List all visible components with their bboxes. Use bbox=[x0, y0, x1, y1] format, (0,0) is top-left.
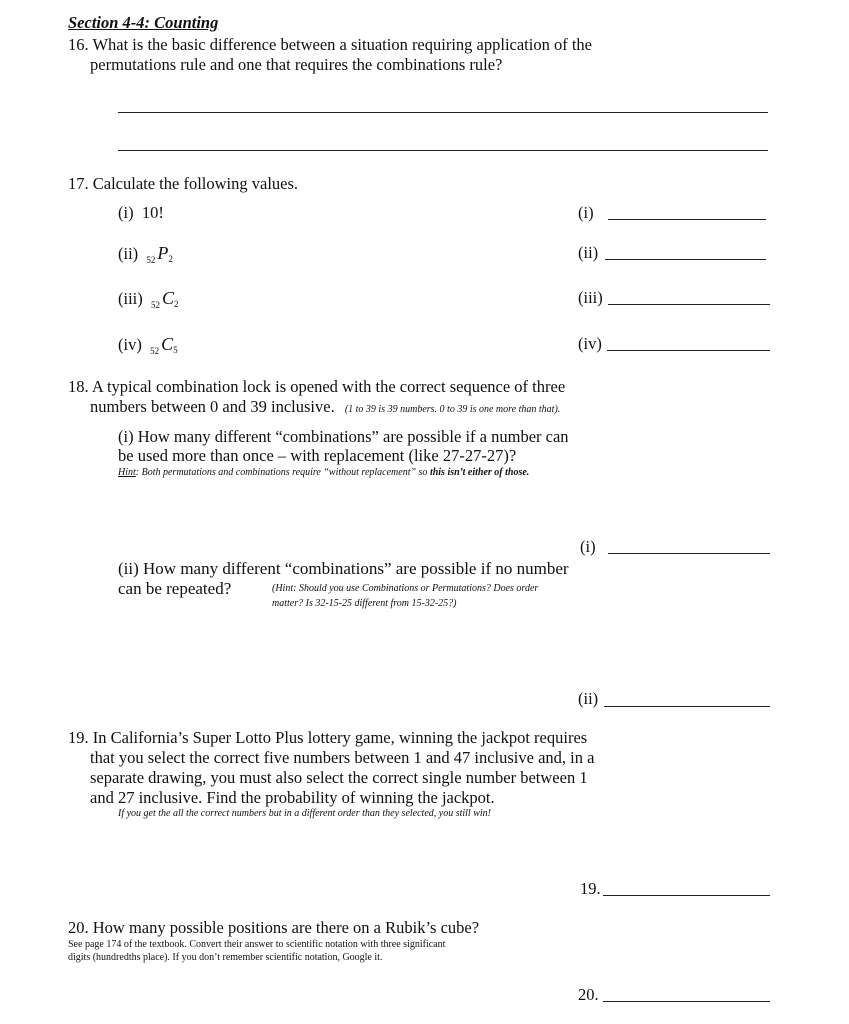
q17-item-i-label: (i) bbox=[118, 203, 134, 222]
q17-answer-ii-line[interactable] bbox=[605, 259, 766, 260]
q16-answer-line-1[interactable] bbox=[118, 112, 768, 113]
q18-answer-i-label: (i) bbox=[580, 537, 596, 556]
q18-i-hint-bold: this isn’t either of those. bbox=[429, 467, 530, 478]
q17-answer-ii-label: (ii) bbox=[578, 243, 599, 262]
q17-item-i bbox=[118, 203, 164, 223]
q16-text-2: permutations rule and one that requires the combinations rule? bbox=[90, 55, 503, 74]
q20-answer-line[interactable] bbox=[603, 1001, 770, 1002]
q17-item-iii-label: (iii) bbox=[118, 289, 143, 308]
q20-number: 20. bbox=[68, 918, 89, 937]
q18-i-hint bbox=[118, 465, 529, 480]
q18-number: 18. bbox=[68, 377, 89, 396]
q17-prompt-row bbox=[68, 174, 298, 194]
q19-answer-label: 19. bbox=[580, 879, 601, 898]
q19-note: If you get the all the correct numbers but in a different order than they selected, you still win! bbox=[118, 808, 491, 819]
q18-ii-hint-2: matter? Is 32-15-25 different from 15-32-25?) bbox=[272, 598, 457, 609]
q17-answer-i-label: (i) bbox=[578, 203, 594, 222]
q18-line1 bbox=[68, 377, 565, 397]
q17-answer-iv-line[interactable] bbox=[607, 350, 770, 351]
q17-item-iv-sub: 5 bbox=[173, 345, 178, 355]
q18-text-1: A typical combination lock is opened with the correct sequence of three bbox=[91, 377, 566, 396]
q18-i-text-2: be used more than once – with replacement (like 27-27-27)? bbox=[118, 446, 517, 465]
q17-answer-iii-line[interactable] bbox=[608, 304, 770, 305]
q16-line1 bbox=[68, 35, 592, 55]
q17-prompt: Calculate the following values. bbox=[92, 174, 299, 193]
q17-item-ii bbox=[118, 243, 173, 270]
q17-item-iv-label: (iv) bbox=[118, 335, 142, 354]
q18-line2 bbox=[90, 397, 560, 417]
q20-line1 bbox=[68, 918, 479, 938]
q17-item-ii-pre: 52 bbox=[146, 255, 156, 265]
q17-item-ii-symbol: P bbox=[157, 243, 169, 263]
q18-i-text-1: (i) How many different “combinations” are possible if a number can bbox=[118, 427, 569, 446]
q17-item-ii-label: (ii) bbox=[118, 244, 139, 263]
q19-text-3: separate drawing, you must also select the correct single number between 1 bbox=[90, 768, 588, 787]
q19-text-4: and 27 inclusive. Find the probability of winning the jackpot. bbox=[90, 788, 495, 807]
q18-i-hint-text: : Both permutations and combinations require “without replacement” so bbox=[135, 467, 430, 478]
section-title: Section 4-4: Counting bbox=[68, 13, 219, 32]
q17-item-iii-symbol: C bbox=[162, 288, 175, 308]
q17-answer-iii-label: (iii) bbox=[578, 288, 603, 307]
q17-item-iii bbox=[118, 288, 179, 315]
q19-text-1: In California’s Super Lotto Plus lottery game, winning the jackpot requires bbox=[92, 728, 588, 747]
q17-answer-iv-label: (iv) bbox=[578, 334, 602, 353]
q18-i-hint-label: Hint bbox=[118, 467, 136, 478]
q17-item-ii-sub: 2 bbox=[168, 254, 173, 264]
q20-answer-label: 20. bbox=[578, 985, 599, 1004]
q17-item-iv bbox=[118, 334, 178, 361]
q17-item-i-expr: 10! bbox=[141, 203, 164, 222]
q18-answer-ii-label: (ii) bbox=[578, 689, 599, 708]
q20-note-2: digits (hundredths place). If you don’t remember scientific notation, Google it. bbox=[68, 952, 383, 963]
q18-ii-hint-1: (Hint: Should you use Combinations or Permutations? Does order bbox=[272, 583, 539, 594]
q17-answer-i-line[interactable] bbox=[608, 219, 766, 220]
q19-answer-line[interactable] bbox=[603, 895, 770, 896]
q18-ii-text-1: (ii) How many different “combinations” are possible if no number bbox=[118, 559, 569, 578]
q17-number: 17. bbox=[68, 174, 89, 193]
q16-text-1: What is the basic difference between a situation requiring application of the bbox=[92, 35, 593, 54]
q18-text-2: numbers between 0 and 39 inclusive. bbox=[90, 397, 335, 416]
q17-item-iii-sub: 2 bbox=[174, 299, 179, 309]
q20-note-1: See page 174 of the textbook. Convert their answer to scientific notation with three significant bbox=[68, 939, 446, 950]
q20-text-1: How many possible positions are there on a Rubik’s cube? bbox=[92, 918, 480, 937]
q19-text-2: that you select the correct five numbers between 1 and 47 inclusive and, in a bbox=[90, 748, 595, 767]
q18-ii-text-2: can be repeated? bbox=[118, 579, 232, 598]
q17-item-iv-symbol: C bbox=[161, 334, 174, 354]
q16-number: 16. bbox=[68, 35, 89, 54]
q18-answer-ii-line[interactable] bbox=[604, 706, 770, 707]
q18-answer-i-line[interactable] bbox=[608, 553, 770, 554]
q19-line1 bbox=[68, 728, 587, 748]
q17-item-iii-pre: 52 bbox=[151, 300, 160, 310]
q17-item-iv-pre: 52 bbox=[150, 346, 160, 356]
q16-answer-line-2[interactable] bbox=[118, 150, 768, 151]
q19-number: 19. bbox=[68, 728, 89, 747]
q18-note: (1 to 39 is 39 numbers. 0 to 39 is one more than that). bbox=[344, 404, 561, 415]
